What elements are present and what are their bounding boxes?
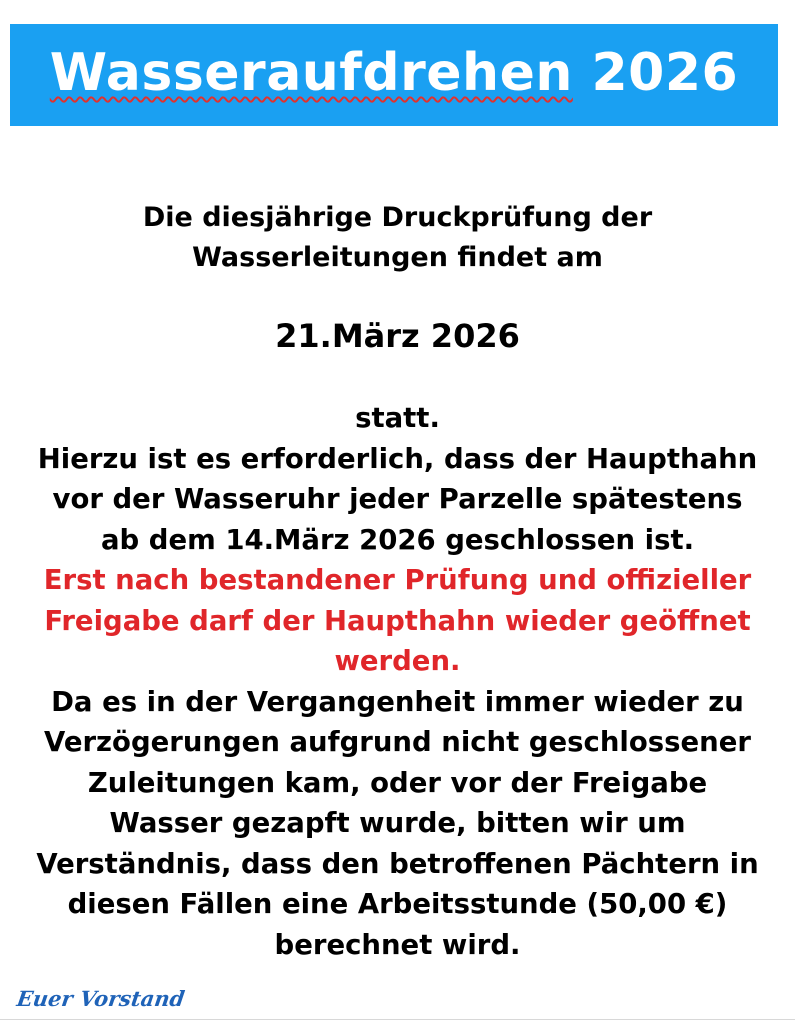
closing-line: Wasser gezapft wurde, bitten wir um <box>109 807 686 839</box>
page-title <box>50 43 738 103</box>
closing-line: Verzögerungen aufgrund nicht geschlossener <box>44 726 751 758</box>
closing-line: Da es in der Vergangenheit immer wieder zu <box>51 685 744 718</box>
body-line: statt. <box>355 402 440 434</box>
body-text <box>0 398 795 965</box>
test-date: 21.März 2026 <box>275 317 520 355</box>
signature: Euer Vorstand <box>15 986 187 1011</box>
warning-line: Erst nach bestandener Prüfung und offizieller <box>43 564 752 596</box>
intro-line: Wasserleitungen findet am <box>192 242 603 273</box>
body-line: ab dem 14.März 2026 geschlossen ist. <box>100 523 695 556</box>
page-title-word: Wasseraufdrehen <box>49 43 573 103</box>
body-line: vor der Wasseruhr jeder Parzelle spätestens <box>52 483 743 515</box>
closing-line: Zuleitungen kam, oder vor der Freigabe <box>87 766 708 799</box>
closing-line: diesen Fällen eine Arbeitsstunde (50,00 €) <box>67 888 728 920</box>
warning-line: werden. <box>334 645 461 677</box>
closing-line: berechnet wird. <box>274 928 521 961</box>
intro-line: Die diesjährige Druckprüfung der <box>142 202 653 233</box>
page-title-year: 2026 <box>591 43 739 103</box>
closing-line: Verständnis, dass den betroffenen Pächtern in <box>36 847 759 880</box>
page-edge-divider <box>0 1019 795 1020</box>
warning-line: Freigabe darf der Haupthahn wieder geöffnet <box>44 604 751 637</box>
body-line: Hierzu ist es erforderlich, dass der Haupthahn <box>37 442 758 475</box>
title-banner <box>10 24 778 126</box>
intro-paragraph <box>0 198 795 278</box>
